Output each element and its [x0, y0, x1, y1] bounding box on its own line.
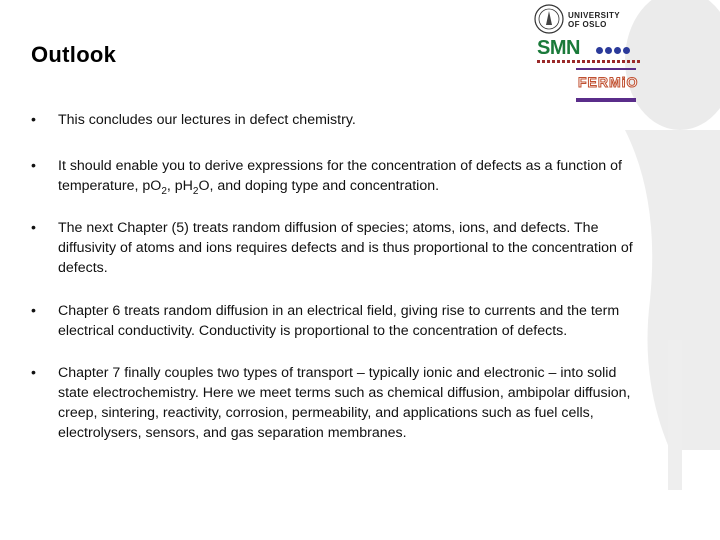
- bullet-text: This concludes our lectures in defect chemistry.: [58, 112, 356, 128]
- fermio-logo-text: FERMiO: [578, 74, 639, 90]
- bullet-text: [58, 158, 622, 197]
- bullet-list: [31, 110, 641, 443]
- university-name-line1: UNIVERSITY: [568, 11, 621, 20]
- university-name-line2: OF OSLO: [568, 20, 607, 29]
- bullet-item: [31, 156, 641, 196]
- bullet-marker: •: [31, 112, 36, 128]
- bullet-text: Chapter 6 treats random diffusion in an electrical field, giving rise to currents and the term electrical conductivity. Conductivity is proportional to the concentration of defects.: [58, 303, 620, 339]
- bullet-marker: •: [31, 158, 36, 174]
- bullet-text: Chapter 7 finally couples two types of transport – typically ionic and electronic – into solid state electrochemistry. Here we meet terms such as chemical diffusion, ambipolar diffusion, creep, sintering, reactivity, corrosion, permeability, and applications such as fuel cells, electrolysers, sensors, and gas separation membranes.: [58, 365, 631, 441]
- bullet-text-part: It should enable you to derive expressions for the concentration of defects as a function of temperature, pO: [58, 158, 622, 194]
- subscript: 2: [161, 185, 167, 197]
- bullet-item: [31, 110, 641, 130]
- bullet-marker: •: [31, 220, 36, 236]
- bullet-item: [31, 363, 641, 443]
- smn-logo: SMN: [537, 37, 580, 59]
- bullet-text-part: O, and doping type and concentration.: [198, 178, 440, 194]
- subscript: 2: [192, 185, 199, 197]
- bullet-item: [31, 301, 641, 341]
- smn-subtitle-line: [537, 60, 641, 63]
- university-name: [568, 11, 620, 29]
- bullet-text: The next Chapter (5) treats random diffusion of species; atoms, ions, and defects. The diffusivity of atoms and ions requires defects and is thus proportional to the concentration of defects.: [58, 220, 633, 276]
- bullet-text-part: , pH: [166, 178, 193, 194]
- fermio-logo: [576, 68, 639, 102]
- bullet-marker: •: [31, 365, 36, 381]
- logo-group: [532, 4, 642, 99]
- smn-dots-icon: [596, 41, 632, 59]
- bullet-item: [31, 218, 641, 278]
- bullet-marker: •: [31, 303, 36, 319]
- slide-title: Outlook: [31, 42, 117, 67]
- university-seal-logo: [534, 4, 564, 34]
